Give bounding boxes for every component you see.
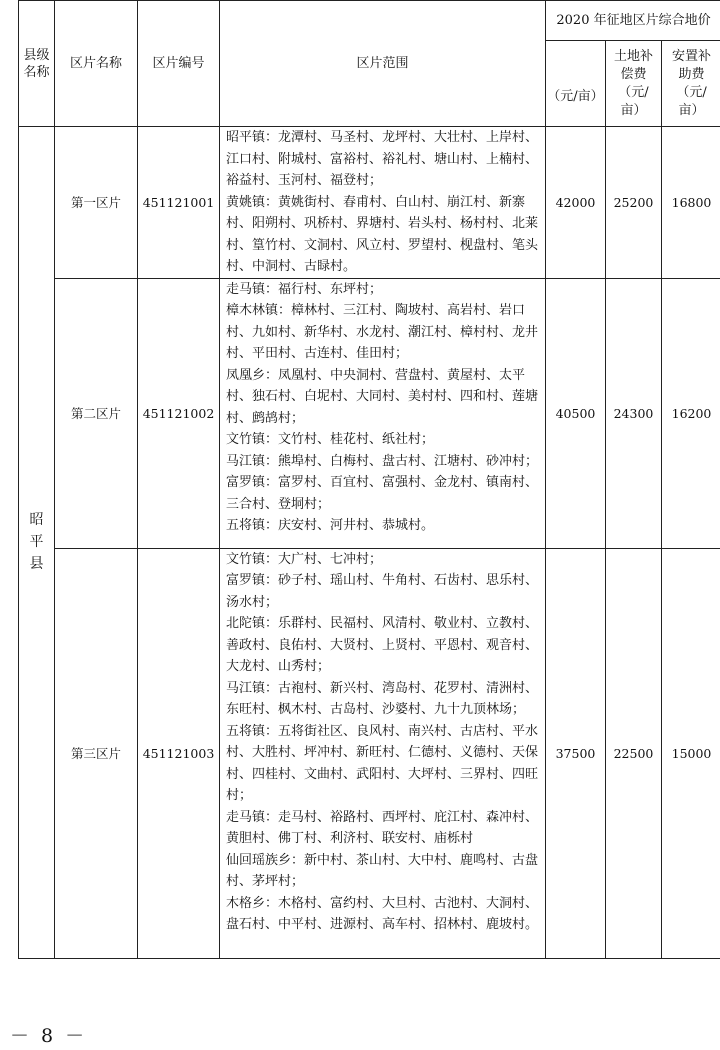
zone-code: 451121001	[138, 127, 220, 279]
land-compensation: 24300	[606, 278, 662, 548]
land-price-table	[18, 0, 720, 959]
scope-town: 仙回瑶族乡：新中村、茶山村、大中村、鹿鸣村、古盘村、茅坪村；	[226, 852, 539, 889]
scope-town: 黄姚镇：黄姚街村、春甫村、白山村、崩江村、新寨村、阳朔村、巩桥村、界塘村、岩头村、杨村村、北莱村、篁竹村、文洞村、风立村、罗望村、枧盘村、笔头村、中洞村、古睩村。	[226, 194, 539, 274]
scope-town: 富罗镇：砂子村、瑶山村、牛角村、石齿村、思乐村、汤水村；	[226, 573, 539, 610]
header-price-total-unit: （元/亩）	[546, 41, 606, 127]
scope-town: 五将镇：五将街社区、良风村、南兴村、古店村、平水村、大胜村、坪冲村、新旺村、仁德村、义德村、天保村、四桂村、文曲村、武阳村、大坪村、三界村、四旺村；	[226, 723, 539, 803]
header-zone-name: 区片名称	[55, 1, 138, 127]
header-resettle-comp: 安置补助费（元/亩）	[662, 41, 720, 127]
scope-town: 北陀镇：乐群村、民福村、风清村、敬业村、立教村、善政村、良佑村、大贤村、上贤村、平恩村、观音村、大龙村、山秀村；	[226, 616, 539, 674]
scope-town: 五将镇：庆安村、河井村、恭城村。	[226, 518, 435, 533]
scope-town: 走马镇：福行村、东坪村；	[226, 281, 383, 297]
zone-name: 第二区片	[55, 278, 138, 548]
total-price: 40500	[546, 278, 606, 548]
zone-code: 451121002	[138, 278, 220, 548]
county-name: 昭平县	[19, 127, 55, 959]
scope-town: 文竹镇：大广村、七冲村；	[226, 551, 383, 567]
header-zone-scope: 区片范围	[220, 1, 546, 127]
scope-town: 文竹镇：文竹村、桂花村、纸社村；	[226, 432, 435, 447]
scope-town: 昭平镇：龙潭村、马圣村、龙坪村、大壮村、上岸村、江口村、附城村、富裕村、裕礼村、塘山村、上楠村、裕益村、玉河村、福登村；	[226, 130, 539, 188]
resettlement-subsidy: 16200	[662, 278, 720, 548]
scope-town: 走马镇：走马村、裕路村、西坪村、庇江村、森冲村、黄胆村、佛丁村、利济村、联安村、庙栎村	[226, 809, 539, 846]
scope-town: 木格乡：木格村、富约村、大旦村、古池村、大洞村、盘石村、中平村、进源村、高车村、招林村、鹿坡村。	[226, 895, 539, 932]
scope-town: 马江镇：古袍村、新兴村、湾岛村、花罗村、清洲村、东旺村、枫木村、古岛村、沙婆村、九十九顶林场；	[226, 680, 539, 717]
page-number: － 8 －	[10, 1025, 88, 1047]
header-price-group: 2020 年征地区片综合地价	[546, 1, 720, 41]
scope-town: 马江镇：熊埠村、白梅村、盘古村、江塘村、砂冲村；	[226, 453, 539, 469]
table-row	[19, 127, 720, 279]
land-compensation: 25200	[606, 127, 662, 279]
zone-name: 第一区片	[55, 127, 138, 279]
land-compensation: 22500	[606, 548, 662, 958]
resettlement-subsidy: 16800	[662, 127, 720, 279]
zone-scope	[220, 278, 546, 548]
table-row	[19, 548, 720, 958]
header-land-comp: 土地补偿费（元/亩）	[606, 41, 662, 127]
zone-scope	[220, 548, 546, 958]
total-price: 42000	[546, 127, 606, 279]
resettlement-subsidy: 15000	[662, 548, 720, 958]
scope-town: 凤凰乡：凤凰村、中央洞村、营盘村、黄屋村、太平村、独石村、白坭村、大同村、美村村、四和村、莲塘村、鹧鸪村；	[226, 367, 539, 426]
table-row	[19, 278, 720, 548]
total-price: 37500	[546, 548, 606, 958]
header-county: 县级名称	[19, 1, 55, 127]
zone-scope	[220, 127, 546, 279]
zone-name: 第三区片	[55, 548, 138, 958]
zone-code: 451121003	[138, 548, 220, 958]
scope-town: 樟木林镇：樟林村、三江村、陶坡村、高岩村、岩口村、九如村、新华村、水龙村、潮江村、樟村村、龙井村、平田村、古连村、佳田村；	[226, 303, 539, 361]
header-zone-code: 区片编号	[138, 1, 220, 127]
scope-town: 富罗镇：富罗村、百宜村、富强村、金龙村、镇南村、三合村、登垌村；	[226, 475, 539, 512]
